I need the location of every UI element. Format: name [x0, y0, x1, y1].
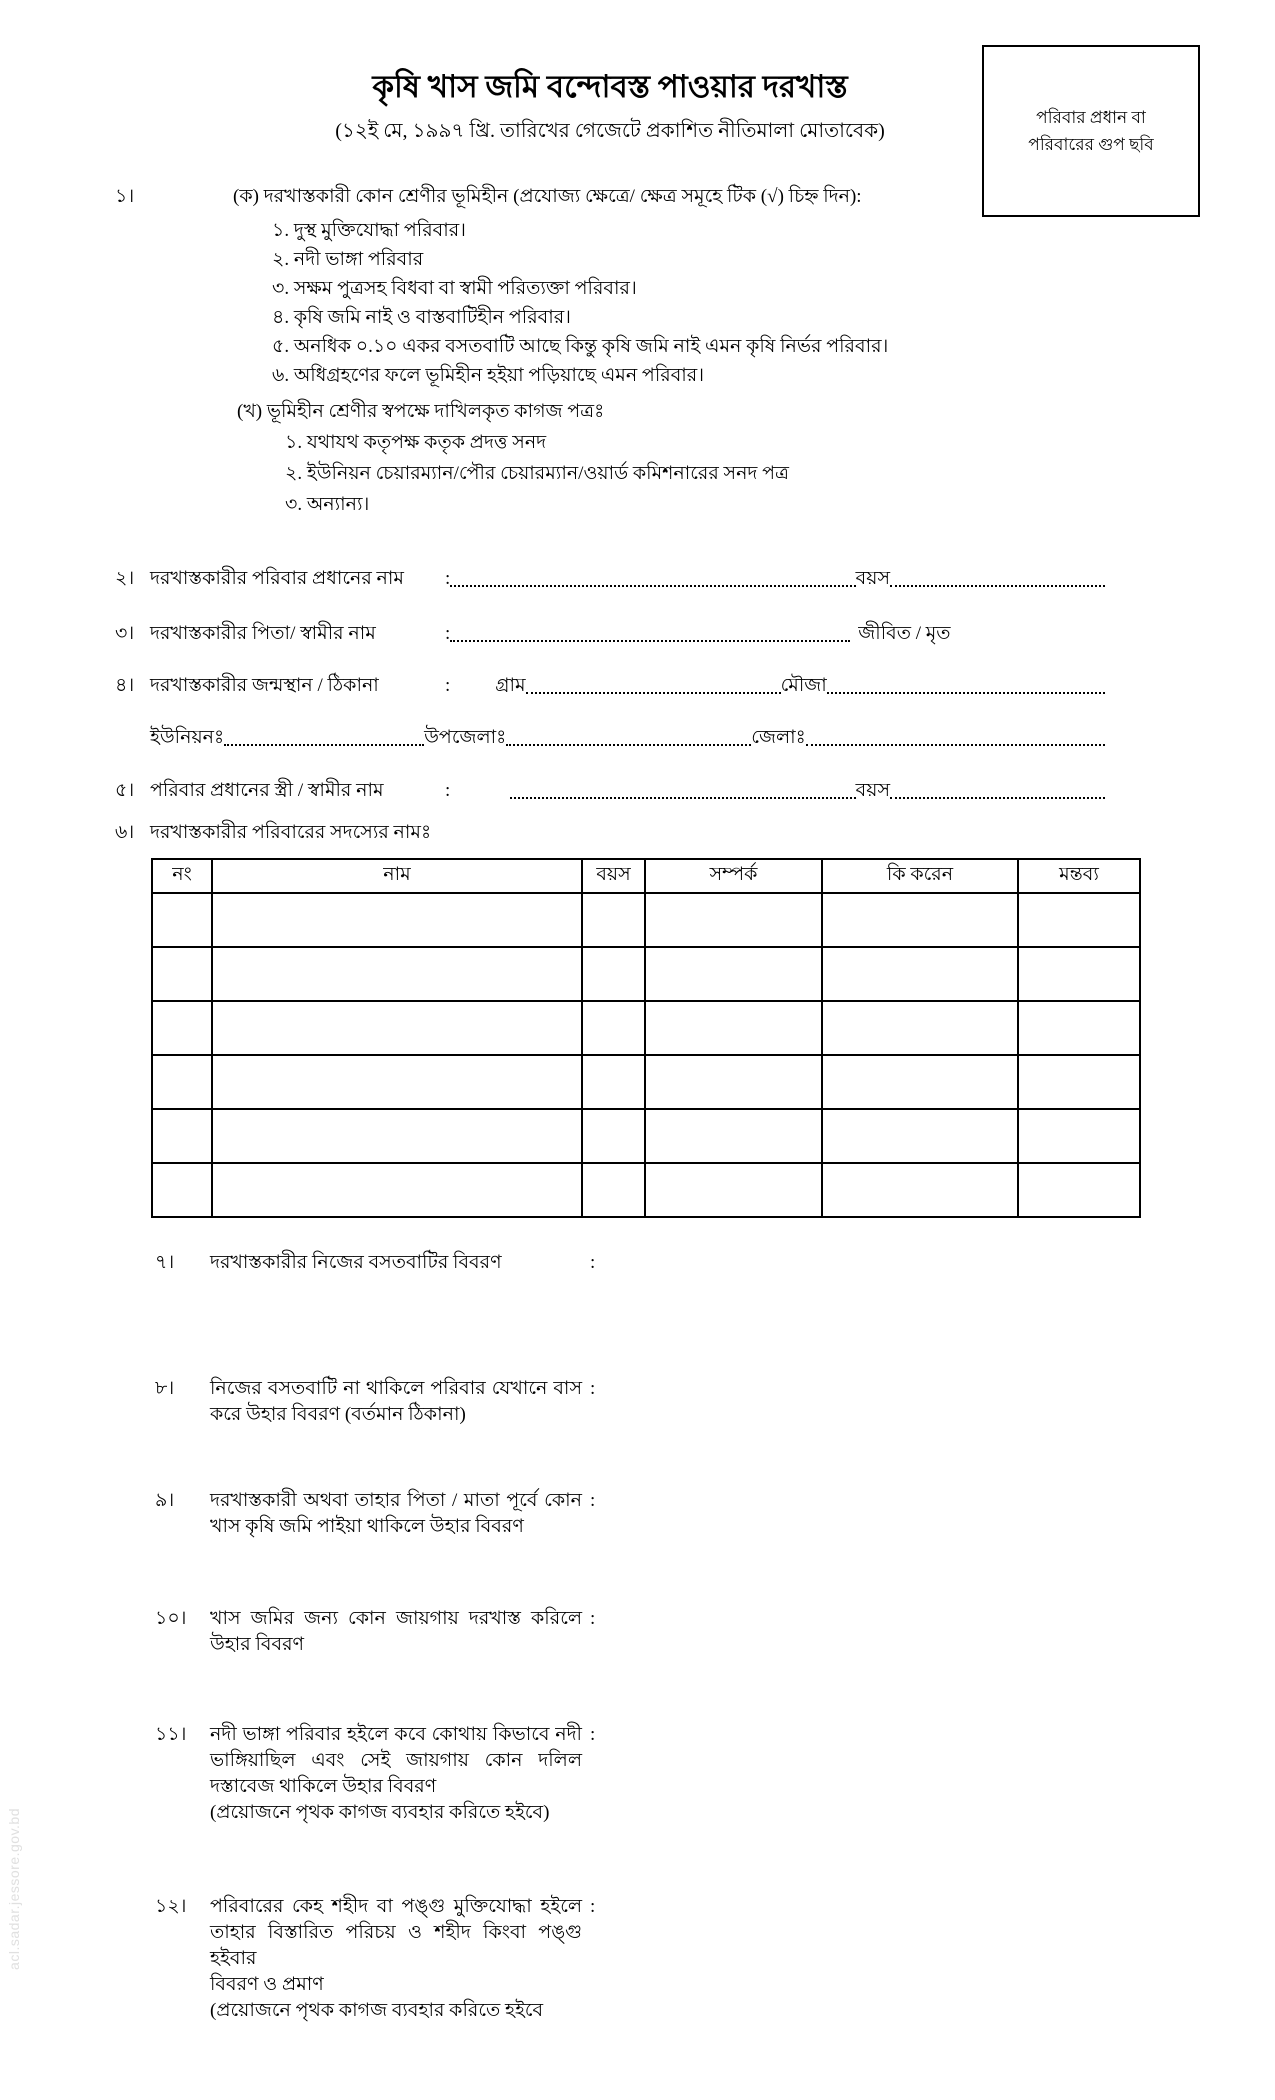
item-label-line: পরিবারের কেহ শহীদ বা পঙ্গু মুক্তিযোদ্ধা হইলে	[210, 1896, 582, 1917]
item-label	[210, 1250, 582, 1276]
colon: :	[445, 780, 451, 801]
table-cell	[645, 1109, 822, 1163]
dotted-line-mouza	[827, 691, 1105, 694]
landless-category-item: ৪. কৃষি জমি নাই ও বাস্তবাটিহীন পরিবার।	[272, 307, 571, 328]
item-number: ৯।	[155, 1490, 175, 1511]
colon: :	[445, 568, 451, 589]
table-row	[152, 947, 1140, 1001]
section-1b-heading: (খ) ভূমিহীন শ্রেণীর স্বপক্ষে দাখিলকৃত কাগজ পত্রঃ	[237, 401, 605, 422]
table-cell	[212, 1055, 582, 1109]
table-cell	[1018, 1055, 1140, 1109]
item-number: ৭।	[155, 1252, 175, 1273]
item-number: ১১।	[155, 1724, 187, 1745]
document-list-item: ১. যথাযথ কতৃপক্ষ কতৃক প্রদত্ত সনদ	[285, 432, 547, 453]
item-label-line: খাস জমির জন্য কোন জায়গায় দরখাস্ত করিলে	[210, 1608, 582, 1629]
union-label: ইউনিয়নঃ	[150, 727, 225, 748]
item-label-line: খাস কৃষি জমি পাইয়া থাকিলে উহার বিবরণ	[210, 1516, 524, 1537]
table-cell	[582, 1055, 645, 1109]
colon: :	[590, 1896, 596, 1917]
table-cell	[152, 893, 212, 947]
field-number: ৩।	[115, 623, 135, 644]
table-row	[152, 1001, 1140, 1055]
table-cell	[1018, 893, 1140, 947]
item-label-line: (প্রয়োজনে পৃথক কাগজ ব্যবহার করিতে হইবে	[210, 2000, 544, 2021]
table-cell	[645, 893, 822, 947]
item-label-line: দরখাস্তকারী অথবা তাহার পিতা / মাতা পূর্বে কোন	[210, 1490, 582, 1511]
item-label-line: নিজের বসতবাটি না থাকিলে পরিবার যেখানে বাস	[210, 1378, 582, 1399]
field-number: ২।	[115, 568, 135, 589]
table-cell	[1018, 1001, 1140, 1055]
table-cell	[212, 947, 582, 1001]
family-members-table	[151, 858, 1141, 1218]
dotted-line-name	[510, 796, 855, 799]
landless-category-item: ২. নদী ভাঙ্গা পরিবার	[272, 249, 424, 270]
landless-category-item: ৬. অধিগ্রহণের ফলে ভূমিহীন হইয়া পড়িয়াছে এমন পরিবার।	[272, 365, 705, 386]
alive-dead-label: জীবিত / মৃত	[858, 623, 951, 644]
table-cell	[582, 1001, 645, 1055]
table-cell	[212, 1109, 582, 1163]
section-1-body	[233, 182, 1105, 520]
table-cell	[582, 947, 645, 1001]
document-list-item: ২. ইউনিয়ন চেয়ারম্যান/পৌর চেয়ারম্যান/ওয়ার্ড কমিশনারের সনদ পত্র	[285, 463, 790, 484]
upazila-label: উপজেলাঃ	[424, 727, 507, 748]
table-cell	[822, 1163, 1018, 1217]
page-subtitle: (১২ই মে, ১৯৯৭ খ্রি. তারিখের গেজেটে প্রকাশিত নীতিমালা মোতাবেক)	[335, 120, 885, 142]
table-header-age: বয়স	[582, 859, 645, 893]
page-title: কৃষি খাস জমি বন্দোবস্ত পাওয়ার দরখাস্ত	[372, 69, 848, 104]
table-cell	[152, 1001, 212, 1055]
field-row-union-upazila-district	[150, 725, 1105, 751]
table-header-remarks: মন্তব্য	[1018, 859, 1140, 893]
table-row	[152, 893, 1140, 947]
item-label	[210, 1376, 582, 1428]
table-cell	[822, 1109, 1018, 1163]
photo-box-label-line1: পরিবার প্রধান বা	[1036, 108, 1146, 127]
item-number: ১০।	[155, 1608, 187, 1629]
field-number: ৪।	[115, 675, 135, 696]
landless-category-item: ৩. সক্ষম পুত্রসহ বিধবা বা স্বামী পরিত্যক্তা পরিবার।	[272, 278, 637, 299]
table-cell	[645, 1163, 822, 1217]
table-row	[152, 1109, 1140, 1163]
dotted-line-village	[526, 691, 781, 694]
table-cell	[212, 1001, 582, 1055]
table-cell	[582, 1109, 645, 1163]
field-label: পরিবার প্রধানের স্ত্রী / স্বামীর নাম	[150, 780, 384, 801]
item-label-line: করে উহার বিবরণ (বর্তমান ঠিকানা)	[210, 1404, 466, 1425]
table-header-name: নাম	[212, 859, 582, 893]
table-cell	[152, 1163, 212, 1217]
table-header-serial: নং	[152, 859, 212, 893]
table-cell	[212, 893, 582, 947]
table-header-occupation: কি করেন	[822, 859, 1018, 893]
section-6-heading	[115, 820, 1105, 846]
field-label: দরখাস্তকারীর পরিবার প্রধানের নাম	[150, 568, 404, 589]
colon: :	[445, 623, 451, 644]
dotted-line-name	[450, 584, 855, 587]
field-row-birthplace-address	[115, 673, 1105, 699]
colon: :	[590, 1378, 596, 1399]
mouza-label: মৌজা	[780, 675, 827, 696]
item-label	[210, 1488, 582, 1540]
colon: :	[590, 1724, 596, 1745]
table-cell	[1018, 947, 1140, 1001]
watermark: acl.sadar.jessore.gov.bd	[6, 1808, 22, 1970]
table-cell	[152, 1109, 212, 1163]
table-cell	[1018, 1109, 1140, 1163]
age-label: বয়স	[855, 568, 890, 589]
dotted-line-district	[806, 743, 1105, 746]
item-label-line: ভাঙ্গিয়াছিল এবং সেই জায়গায় কোন দলিল	[210, 1750, 582, 1771]
item-label	[210, 1722, 582, 1826]
table-row	[152, 1055, 1140, 1109]
village-label: গ্রাম	[495, 675, 526, 696]
table-cell	[645, 1001, 822, 1055]
table-cell	[152, 947, 212, 1001]
photo-box	[982, 45, 1200, 217]
table-cell	[822, 893, 1018, 947]
item-row-9	[155, 1488, 1105, 1540]
landless-category-item: ১. দুস্থ মুক্তিযোদ্ধা পরিবার।	[272, 220, 466, 241]
section-1	[115, 182, 1105, 520]
item-label-line: দস্তাবেজ থাকিলে উহার বিবরণ	[210, 1776, 437, 1797]
photo-box-label-line2: পরিবারের গুপ ছবি	[1028, 135, 1154, 154]
dotted-line-age	[890, 796, 1105, 799]
dotted-line-union	[224, 743, 424, 746]
table-cell	[212, 1163, 582, 1217]
table-cell	[1018, 1163, 1140, 1217]
table-cell	[152, 1055, 212, 1109]
colon: :	[590, 1252, 596, 1273]
item-row-10	[155, 1606, 1105, 1658]
section-1a-heading: (ক) দরখাস্তকারী কোন শ্রেণীর ভূমিহীন (প্রযোজ্য ক্ষেত্রে/ ক্ষেত্র সমূহে টিক (√) চিহ্ন দিন):	[233, 186, 862, 207]
table-cell	[645, 947, 822, 1001]
field-number: ৬।	[115, 822, 135, 843]
colon: :	[445, 675, 451, 696]
landless-category-item: ৫. অনধিক ০.১০ একর বসতবাটি আছে কিন্তু কৃষি জমি নাই এমন কৃষি নির্ভর পরিবার।	[272, 336, 889, 357]
table-cell	[582, 893, 645, 947]
table-cell	[822, 1001, 1018, 1055]
item-label-line: তাহার বিস্তারিত পরিচয় ও শহীদ কিংবা পঙ্গু হইবার	[210, 1922, 582, 1969]
table-cell	[582, 1163, 645, 1217]
item-label-line: দরখাস্তকারীর নিজের বসতবাটির বিবরণ	[210, 1252, 502, 1273]
table-header-row	[152, 859, 1140, 893]
table-cell	[822, 1055, 1018, 1109]
colon: :	[590, 1608, 596, 1629]
section-1-number: ১।	[115, 186, 135, 207]
dotted-line-name	[450, 639, 850, 642]
table-row	[152, 1163, 1140, 1217]
item-row-11	[155, 1722, 1105, 1826]
table-cell	[822, 947, 1018, 1001]
item-row-8	[155, 1376, 1105, 1428]
item-number: ৮।	[155, 1378, 175, 1399]
item-label	[210, 1606, 582, 1658]
table-cell	[645, 1055, 822, 1109]
field-row-spouse-name	[115, 778, 1105, 804]
colon: :	[590, 1490, 596, 1511]
item-label	[210, 1894, 582, 2024]
item-label-line: (প্রয়োজনে পৃথক কাগজ ব্যবহার করিতে হইবে)	[210, 1802, 550, 1823]
landless-category-list	[272, 216, 1105, 390]
item-label-line: নদী ভাঙ্গা পরিবার হইলে কবে কোথায় কিভাবে নদী	[210, 1724, 582, 1745]
item-number: ১২।	[155, 1896, 187, 1917]
item-row-12	[155, 1894, 1105, 2024]
field-row-family-head-name	[115, 566, 1105, 592]
document-list-item: ৩. অন্যান্য।	[285, 494, 370, 515]
item-label-line: বিবরণ ও প্রমাণ	[210, 1974, 324, 1995]
field-label: দরখাস্তকারীর পিতা/ স্বামীর নাম	[150, 623, 376, 644]
item-label-line: উহার বিবরণ	[210, 1634, 305, 1655]
field-label: দরখাস্তকারীর পরিবারের সদস্যের নামঃ	[150, 822, 432, 843]
dotted-line-age	[890, 584, 1105, 587]
district-label: জেলাঃ	[751, 727, 806, 748]
dotted-line-upazila	[506, 743, 751, 746]
age-label: বয়স	[855, 780, 890, 801]
field-row-father-husband-name	[115, 621, 1105, 647]
field-label: দরখাস্তকারীর জন্মস্থান / ঠিকানা	[150, 675, 379, 696]
item-row-7	[155, 1250, 1105, 1276]
document-list	[285, 427, 1105, 520]
table-header-relation: সম্পর্ক	[645, 859, 822, 893]
field-number: ৫।	[115, 780, 135, 801]
